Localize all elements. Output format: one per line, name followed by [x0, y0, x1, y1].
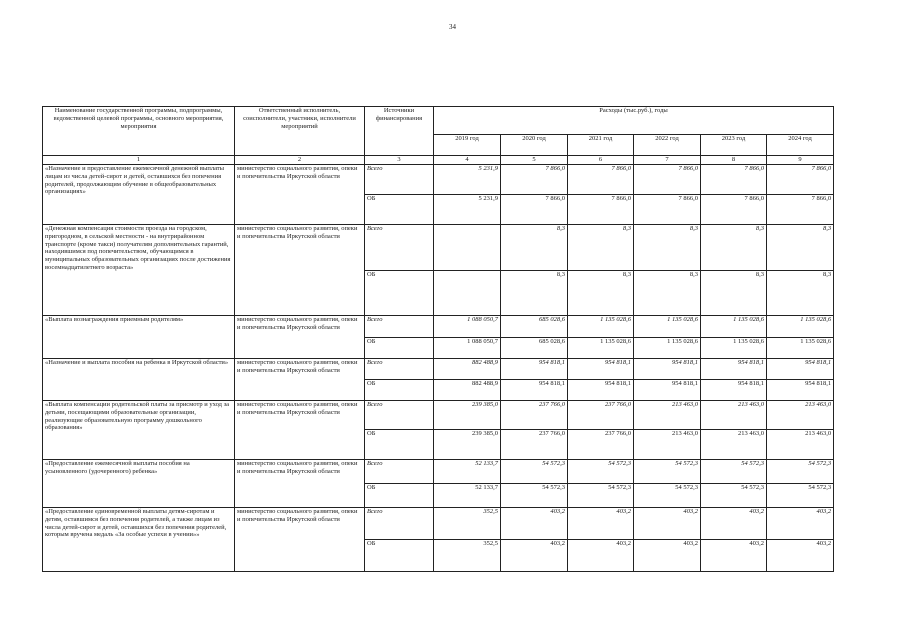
- table-row-executor: министерство социального развития, опеки и попечительства Иркутской области: [235, 401, 365, 460]
- total-value: 8,3: [568, 225, 634, 271]
- source-total-label: Всего: [365, 225, 434, 271]
- header-year: 2021 год: [568, 135, 634, 156]
- table-row-executor: министерство социального развития, опеки и попечительства Иркутской области: [235, 359, 365, 401]
- total-value: 54 572,3: [634, 460, 701, 484]
- total-value: 237 766,0: [501, 401, 568, 430]
- total-value: 54 572,3: [767, 460, 834, 484]
- ob-value: 5 231,9: [434, 195, 501, 225]
- total-value: 403,2: [568, 508, 634, 540]
- source-ob-label: ОБ: [365, 195, 434, 225]
- ob-value: 7 866,0: [767, 195, 834, 225]
- ob-value: 54 572,3: [568, 484, 634, 508]
- ob-value: 954 818,1: [501, 380, 568, 401]
- header-year: 2019 год: [434, 135, 501, 156]
- ob-value: 954 818,1: [568, 380, 634, 401]
- ob-value: 7 866,0: [701, 195, 767, 225]
- source-ob-label: ОБ: [365, 540, 434, 572]
- total-value: 954 818,1: [568, 359, 634, 380]
- total-value: 7 866,0: [568, 165, 634, 195]
- total-value: 213 463,0: [634, 401, 701, 430]
- source-total-label: Всего: [365, 401, 434, 430]
- ob-value: 1 135 028,6: [634, 338, 701, 359]
- total-value: 954 818,1: [634, 359, 701, 380]
- source-ob-label: ОБ: [365, 271, 434, 316]
- total-value: 403,2: [501, 508, 568, 540]
- column-number: 1: [43, 156, 235, 165]
- ob-value: 954 818,1: [634, 380, 701, 401]
- table-row-name: «Денежная компенсация стоимости проезда на городском, пригородном, в сельской местности - на внутрирайонном транспорте (кроме такси) получателям дополнительных гарантий, находившимся под попечительством, обучающимся в муниципальных образовательных организациях после достижения восемнадцатилетнего возраста»: [43, 225, 235, 316]
- ob-value: 52 133,7: [434, 484, 501, 508]
- table-row-name: «Назначение и предоставление ежемесячной денежной выплаты лицам из числа детей-сирот и детей, оставшихся без попечения родителей, продолжающим обучение в общеобразовательных организациях»: [43, 165, 235, 225]
- ob-value: 213 463,0: [634, 430, 701, 460]
- total-value: 403,2: [701, 508, 767, 540]
- ob-value-empty: [434, 271, 501, 316]
- total-value: 7 866,0: [701, 165, 767, 195]
- column-number: 6: [568, 156, 634, 165]
- ob-value: 1 135 028,6: [767, 338, 834, 359]
- total-value: 1 088 050,7: [434, 316, 501, 338]
- budget-table: [42, 106, 834, 572]
- header-year: 2022 год: [634, 135, 701, 156]
- total-value: 1 135 028,6: [634, 316, 701, 338]
- total-value: 7 866,0: [501, 165, 568, 195]
- column-number: 2: [235, 156, 365, 165]
- page-number: 34: [449, 23, 456, 31]
- source-ob-label: ОБ: [365, 338, 434, 359]
- ob-value: 882 488,9: [434, 380, 501, 401]
- total-value: 7 866,0: [634, 165, 701, 195]
- ob-value: 8,3: [767, 271, 834, 316]
- column-number: 4: [434, 156, 501, 165]
- ob-value: 8,3: [634, 271, 701, 316]
- total-value: 213 463,0: [767, 401, 834, 430]
- ob-value: 54 572,3: [501, 484, 568, 508]
- ob-value: 403,2: [501, 540, 568, 572]
- header-year: 2024 год: [767, 135, 834, 156]
- header-executor: Ответственный исполнитель, соисполнители, участники, исполнители мероприятий: [235, 107, 365, 156]
- column-number: 3: [365, 156, 434, 165]
- table-row-name: «Предоставление ежемесячной выплаты пособия на усыновленного (удочеренного) ребенка»: [43, 460, 235, 508]
- total-value: 352,5: [434, 508, 501, 540]
- column-number: 5: [501, 156, 568, 165]
- total-value: 54 572,3: [501, 460, 568, 484]
- ob-value: 54 572,3: [701, 484, 767, 508]
- ob-value: 954 818,1: [701, 380, 767, 401]
- ob-value: 237 766,0: [501, 430, 568, 460]
- ob-value: 1 088 050,7: [434, 338, 501, 359]
- source-ob-label: ОБ: [365, 380, 434, 401]
- total-value: 8,3: [634, 225, 701, 271]
- ob-value: 213 463,0: [767, 430, 834, 460]
- total-value: 403,2: [634, 508, 701, 540]
- header-year: 2023 год: [701, 135, 767, 156]
- source-total-label: Всего: [365, 165, 434, 195]
- header-name: Наименование государственной программы, подпрограммы, ведомственной целевой программы, основного мероприятия, мероприятия: [43, 107, 235, 156]
- total-value: 5 231,9: [434, 165, 501, 195]
- ob-value: 403,2: [701, 540, 767, 572]
- source-total-label: Всего: [365, 359, 434, 380]
- ob-value: 1 135 028,6: [568, 338, 634, 359]
- ob-value: 7 866,0: [634, 195, 701, 225]
- total-value: 54 572,3: [568, 460, 634, 484]
- ob-value: 239 385,0: [434, 430, 501, 460]
- total-value: 8,3: [767, 225, 834, 271]
- ob-value: 403,2: [634, 540, 701, 572]
- source-total-label: Всего: [365, 460, 434, 484]
- source-ob-label: ОБ: [365, 430, 434, 460]
- ob-value: 7 866,0: [568, 195, 634, 225]
- ob-value: 8,3: [568, 271, 634, 316]
- ob-value: 403,2: [767, 540, 834, 572]
- ob-value: 352,5: [434, 540, 501, 572]
- table-row-executor: министерство социального развития, опеки и попечительства Иркутской области: [235, 508, 365, 572]
- total-value: 8,3: [701, 225, 767, 271]
- column-number: 8: [701, 156, 767, 165]
- total-value: 1 135 028,6: [767, 316, 834, 338]
- total-value: 882 488,9: [434, 359, 501, 380]
- ob-value: 7 866,0: [501, 195, 568, 225]
- total-value: 7 866,0: [767, 165, 834, 195]
- ob-value: 8,3: [701, 271, 767, 316]
- total-value: 1 135 028,6: [568, 316, 634, 338]
- header-source: Источники финансирования: [365, 107, 434, 156]
- ob-value: 954 818,1: [767, 380, 834, 401]
- table-row-executor: министерство социального развития, опеки и попечительства Иркутской области: [235, 316, 365, 359]
- total-value: 1 135 028,6: [701, 316, 767, 338]
- table-row-name: «Предоставление единовременной выплаты детям-сиротам и детям, оставшимся без попечения родителей, а также лицам из числа детей-сирот и детей, оставшихся без попечения родителей, которым вручена медаль «За особые успехи в учении»»: [43, 508, 235, 572]
- total-value: 954 818,1: [501, 359, 568, 380]
- total-value-empty: [434, 225, 501, 271]
- ob-value: 685 028,6: [501, 338, 568, 359]
- table-row-executor: министерство социального развития, опеки и попечительства Иркутской области: [235, 165, 365, 225]
- ob-value: 8,3: [501, 271, 568, 316]
- table-row-name: «Назначение и выплата пособия на ребенка в Иркутской области»: [43, 359, 235, 401]
- ob-value: 1 135 028,6: [701, 338, 767, 359]
- source-total-label: Всего: [365, 508, 434, 540]
- table-row-executor: министерство социального развития, опеки и попечительства Иркутской области: [235, 460, 365, 508]
- header-year: 2020 год: [501, 135, 568, 156]
- ob-value: 237 766,0: [568, 430, 634, 460]
- column-number: 9: [767, 156, 834, 165]
- total-value: 237 766,0: [568, 401, 634, 430]
- ob-value: 403,2: [568, 540, 634, 572]
- source-ob-label: ОБ: [365, 484, 434, 508]
- ob-value: 213 463,0: [701, 430, 767, 460]
- ob-value: 54 572,3: [634, 484, 701, 508]
- column-number: 7: [634, 156, 701, 165]
- total-value: 239 385,0: [434, 401, 501, 430]
- total-value: 954 818,1: [767, 359, 834, 380]
- table-row-name: «Выплата вознаграждения приемным родителям»: [43, 316, 235, 359]
- total-value: 403,2: [767, 508, 834, 540]
- table-row-executor: министерство социального развития, опеки и попечительства Иркутской области: [235, 225, 365, 316]
- total-value: 213 463,0: [701, 401, 767, 430]
- source-total-label: Всего: [365, 316, 434, 338]
- header-expenses: Расходы (тыс.руб.), годы: [434, 107, 834, 135]
- total-value: 954 818,1: [701, 359, 767, 380]
- total-value: 685 028,6: [501, 316, 568, 338]
- total-value: 54 572,3: [701, 460, 767, 484]
- table-row-name: «Выплата компенсации родительской платы за присмотр и уход за детьми, посещающими образовательные организации, реализующие образовательную программу дошкольного образования»: [43, 401, 235, 460]
- total-value: 52 133,7: [434, 460, 501, 484]
- total-value: 8,3: [501, 225, 568, 271]
- ob-value: 54 572,3: [767, 484, 834, 508]
